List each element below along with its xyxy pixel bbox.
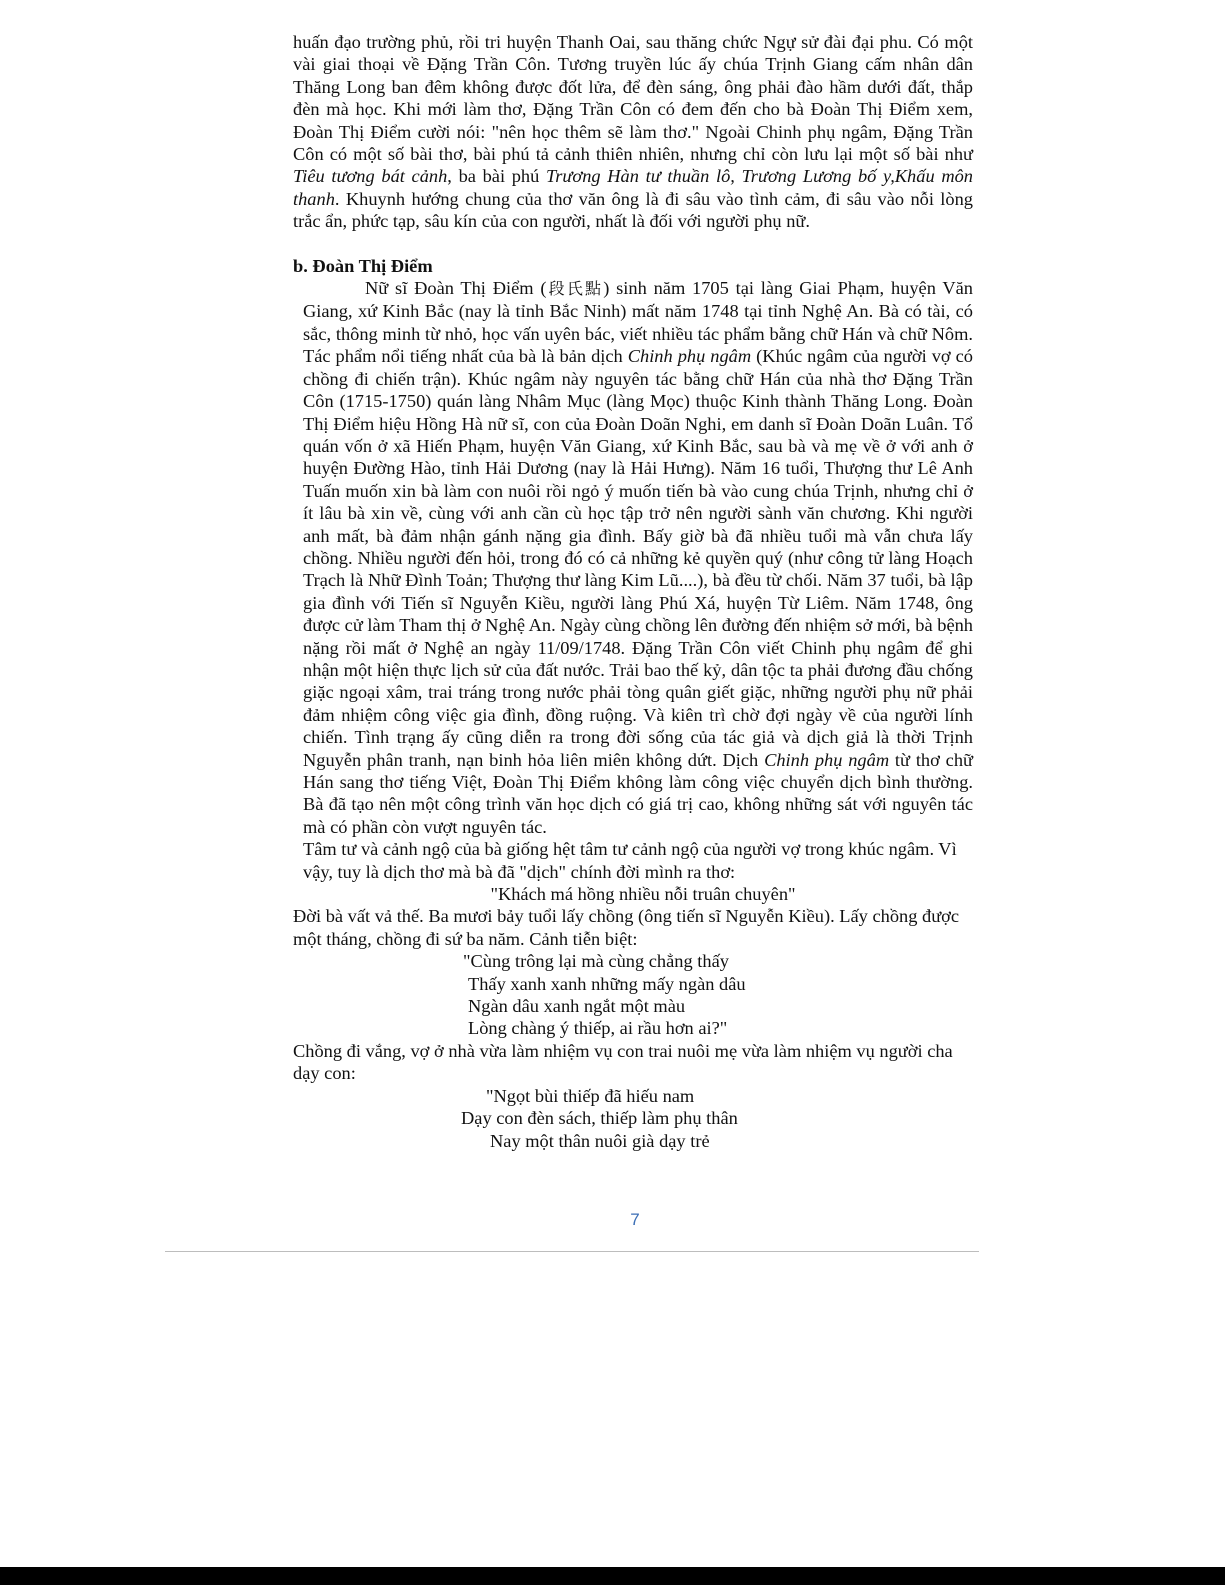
bottom-bar [0,1567,1225,1585]
verse-line: Ngàn dâu xanh ngắt một màu [468,996,686,1017]
chinese-name: 段氏點 [546,279,604,299]
paragraph-tam-tu: Tâm tư và cảnh ngộ của bà giống hệt tâm tư cảnh ngộ của người vợ trong khúc ngâm. Vì vậy, tuy là dịch thơ mà bà đã "dịch" chính đời mình ra thơ: [303,839,957,882]
text-run: Nữ sĩ Đoàn Thị Điểm ( [365,278,547,299]
verse-line: "Cùng trông lại mà cùng chẳng thấy [463,951,729,972]
verse-line: Nay một thân nuôi già dạy trẻ [490,1130,710,1151]
page-number: 7 [630,1210,640,1229]
italic-title: Chinh phụ ngâm [764,749,890,770]
verse-line: Dạy con đèn sách, thiếp làm phụ thân [461,1108,738,1129]
verse-stanza [293,1085,973,1152]
verse-line: "Khách má hồng nhiều nỗi truân chuyên" [490,884,796,905]
paragraph-doan-thi-diem [303,277,973,838]
text-run: (Khúc ngâm của người vợ có chồng đi chiến trận). Khúc ngâm này nguyên tác bằng chữ Hán của nhà thơ Đặng Trần Côn (1715-1750) quán làng Nhâm Mục (làng Mọc) thuộc Kinh thành Thăng Long. Đoàn Thị Điểm hiệu Hồng Hà nữ sĩ, con của Đoàn Doãn Nghi, em danh sĩ Đoàn Doãn Luân. Tổ quán vốn ở xã Hiến Phạm, huyện Văn Giang, xứ Kinh Bắc, sau bà và mẹ về ở với anh ở huyện Đường Hào, tỉnh Hải Dương (nay là Hải Hưng). Năm 16 tuổi, Thượng thư Lê Anh Tuấn muốn xin bà làm con nuôi rồi ngỏ ý muốn tiến bà vào cung chúa Trịnh, nhưng chỉ ở ít lâu bà xin về, cùng với anh cần cù học tập trở nên người sành văn chương. Khi người anh mất, bà đảm nhận gánh nặng gia đình. Bấy giờ bà đã nhiều tuổi mà vẫn chưa lấy chồng. Nhiều người đến hỏi, trong đó có cả những kẻ quyền quý (như công tử làng Hoạch Trạch là Nhữ Đình Toản; Thượng thư làng Kim Lũ....), bà đều từ chối. Năm 37 tuổi, bà lập gia đình với Tiến sĩ Nguyễn Kiều, người làng Phú Xá, huyện Từ Liêm. Năm 1748, ông được cử làm Tham thị ở Nghệ An. Ngày cùng chồng lên đường đến nhiệm sở mới, bà bệnh nặng rồi mất ở Nghệ an ngày 11/09/1748. Đặng Trần Côn viết Chinh phụ ngâm để ghi nhận một hiện thực lịch sử của đất nước. Trải bao thế kỷ, dân tộc ta phải đương đầu chống giặc ngoại xâm, trai tráng trong nước phải tòng quân giết giặc, những người phụ nữ phải đảm nhiệm công việc gia đình, đồng ruộng. Và kiên trì chờ đợi ngày về của người lính chiến. Tình trạng ấy cũng diễn ra trong đời sống của tác giả và dịch giả là thời Trịnh Nguyễn phân tranh, nạn binh hỏa liên miên không dứt. Dịch [303,346,973,770]
italic-title: Tiêu tương bát cảnh [293,166,448,187]
document-body [293,31,973,1152]
paragraph-chong-di-vang: Chồng đi vắng, vợ ở nhà vừa làm nhiệm vụ con trai nuôi mẹ vừa làm nhiệm vụ người cha dạy con: [293,1040,953,1084]
footer-divider [165,1251,979,1252]
paragraph-dang-tran-con [293,31,973,233]
italic-title: Trương Hàn tư thuần lô, Trương Lương bố y,Khấu môn thanh [293,166,973,209]
text-run: , ba bài phú [447,166,546,187]
verse-line: Thấy xanh xanh những mấy ngàn dâu [468,973,746,994]
section-heading: b. Đoàn Thị Điểm [293,255,433,276]
text-run: . Khuynh hướng chung của thơ văn ông là đi sâu vào tình cảm, đi sâu vào nỗi lòng trắc ẩn, phức tạp, sâu kín của con người, nhất là đối với người phụ nữ. [293,188,973,232]
text-run: huấn đạo trường phủ, rồi tri huyện Thanh Oai, sau thăng chức Ngự sử đài đại phu. Có một vài giai thoại về Đặng Trần Côn. Tương truyền lúc ấy chúa Trịnh Giang cấm nhân dân Thăng Long ban đêm không được đốt lửa, để đèn sáng, ông phải đào hầm dưới đất, thắp đèn mà học. Khi mới làm thơ, Đặng Trần Côn có đem đến cho bà Đoàn Thị Điểm xem, Đoàn Thị Điểm cười nói: "nên học thêm sẽ làm thơ." Ngoài Chinh phụ ngâm, Đặng Trần Côn có một số bài thơ, bài phú tả cảnh thiên nhiên, nhưng chỉ còn lưu lại một số bài như [293,32,973,165]
verse-line: "Ngọt bùi thiếp đã hiếu nam [486,1085,695,1106]
verse-line: Lòng chàng ý thiếp, ai rầu hơn ai?" [468,1018,728,1039]
paragraph-doi-ba: Đời bà vất vả thế. Ba mươi bảy tuổi lấy chồng (ông tiến sĩ Nguyễn Kiều). Lấy chồng được một tháng, chồng đi sứ ba năm. Cảnh tiễn biệt: [293,906,960,949]
verse-stanza [293,950,973,1040]
italic-title: Chinh phụ ngâm [627,346,752,367]
text-run: ) sinh năm 1705 tại làng Giai Phạm, huyện Văn Giang, xứ Kinh Bắc (nay là tỉnh Bắc Ninh) mất năm 1748 tại tỉnh Nghệ An. Bà có tài, có sắc, thông minh từ nhỏ, học vấn uyên bác, viết nhiều tác phẩm bằng chữ Hán và chữ Nôm. Tác phẩm nổi tiếng nhất của bà là bản dịch [303,278,973,367]
section-body [293,277,973,883]
text-run: từ thơ chữ Hán sang thơ tiếng Việt, Đoàn Thị Điểm không làm công việc chuyển dịch bình thường. Bà đã tạo nên một công trình văn học dịch có giá trị cao, không những sát với nguyên tác mà có phần còn vượt nguyên tác. [303,749,973,837]
